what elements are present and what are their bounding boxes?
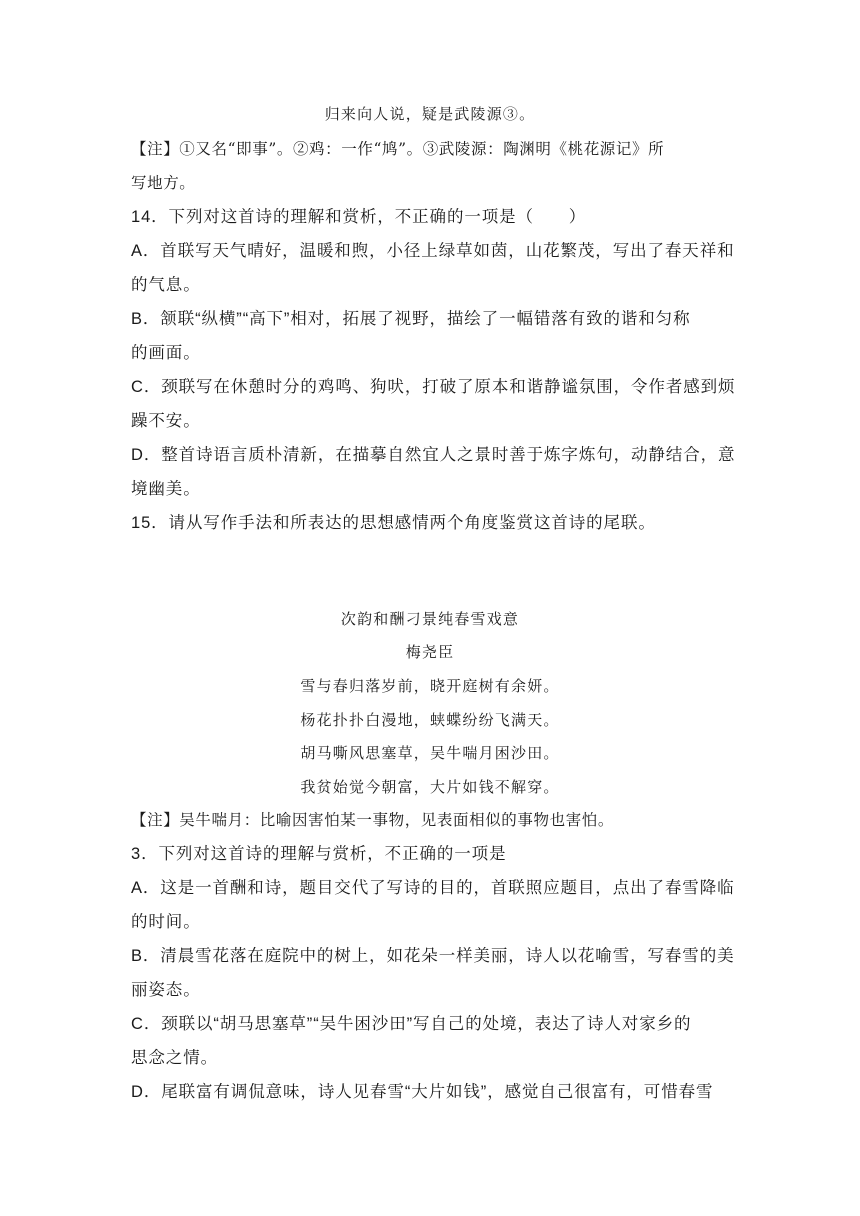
poem-line: 胡马嘶风思塞草，吴牛喘月困沙田。 xyxy=(300,744,560,762)
annotation-note: 【注】①又名“即事”。②鸡：一作“鸠”。③武陵源：陶渊明《桃花源记》所 xyxy=(131,140,665,158)
q14-option-a-continued: 的气息。 xyxy=(131,276,201,294)
poem-line: 归来向人说，疑是武陵源③。 xyxy=(324,105,536,123)
q3-option-d: D．尾联富有调侃意味，诗人见春雪“大片如钱”，感觉自己很富有，可惜春雪 xyxy=(131,1083,714,1101)
q3-option-b: B．清晨雪花落在庭院中的树上，如花朵一样美丽，诗人以花喻雪，写春雪的美 xyxy=(131,947,735,965)
q3-option-c: C．颈联以“胡马思塞草”“吴牛困沙田”写自己的处境，表达了诗人对家乡的 xyxy=(131,1015,692,1033)
q14-option-b-continued: 的画面。 xyxy=(131,344,201,362)
q14-option-b: B．颔联“纵横”“高下”相对，拓展了视野，描绘了一幅错落有致的谐和匀称 xyxy=(131,310,691,328)
q14-option-d-continued: 境幽美。 xyxy=(131,480,201,498)
q14-option-c-continued: 躁不安。 xyxy=(131,412,201,430)
poem-title: 次韵和酬刁景纯春雪戏意 xyxy=(340,610,520,628)
question-3-stem: 3．下列对这首诗的理解与赏析，不正确的一项是 xyxy=(131,845,507,863)
q3-option-c-continued: 思念之情。 xyxy=(131,1049,218,1067)
q14-option-a: A．首联写天气晴好，温暖和煦，小径上绿草如茵，山花繁茂，写出了春天祥和 xyxy=(131,242,735,260)
question-14-stem: 14．下列对这首诗的理解和赏析，不正确的一项是（ ） xyxy=(131,208,587,226)
q14-option-c: C．颈联写在休憩时分的鸡鸣、狗吠，打破了原本和谐静谧氛围，令作者感到烦 xyxy=(131,378,736,396)
q3-option-a-continued: 的时间。 xyxy=(131,913,201,931)
annotation-note: 【注】吴牛喘月：比喻因害怕某一事物，见表面相似的事物也害怕。 xyxy=(131,811,615,829)
annotation-note-continued: 写地方。 xyxy=(131,174,196,192)
poem-line: 我贫始觉今朝富，大片如钱不解穿。 xyxy=(300,778,560,796)
poem-author: 梅尧臣 xyxy=(405,643,455,661)
q3-option-a: A．这是一首酬和诗，题目交代了写诗的目的，首联照应题目，点出了春雪降临 xyxy=(131,879,735,897)
poem-line: 杨花扑扑白漫地，蛱蝶纷纷飞满天。 xyxy=(300,711,560,729)
question-15-stem: 15．请从写作手法和所表达的思想感情两个角度鉴赏这首诗的尾联。 xyxy=(131,514,656,532)
q14-option-d: D．整首诗语言质朴清新，在描摹自然宜人之景时善于炼字炼句，动静结合，意 xyxy=(131,446,736,464)
poem-line: 雪与春归落岁前，晓开庭树有余妍。 xyxy=(300,677,560,695)
q3-option-b-continued: 丽姿态。 xyxy=(131,981,201,999)
